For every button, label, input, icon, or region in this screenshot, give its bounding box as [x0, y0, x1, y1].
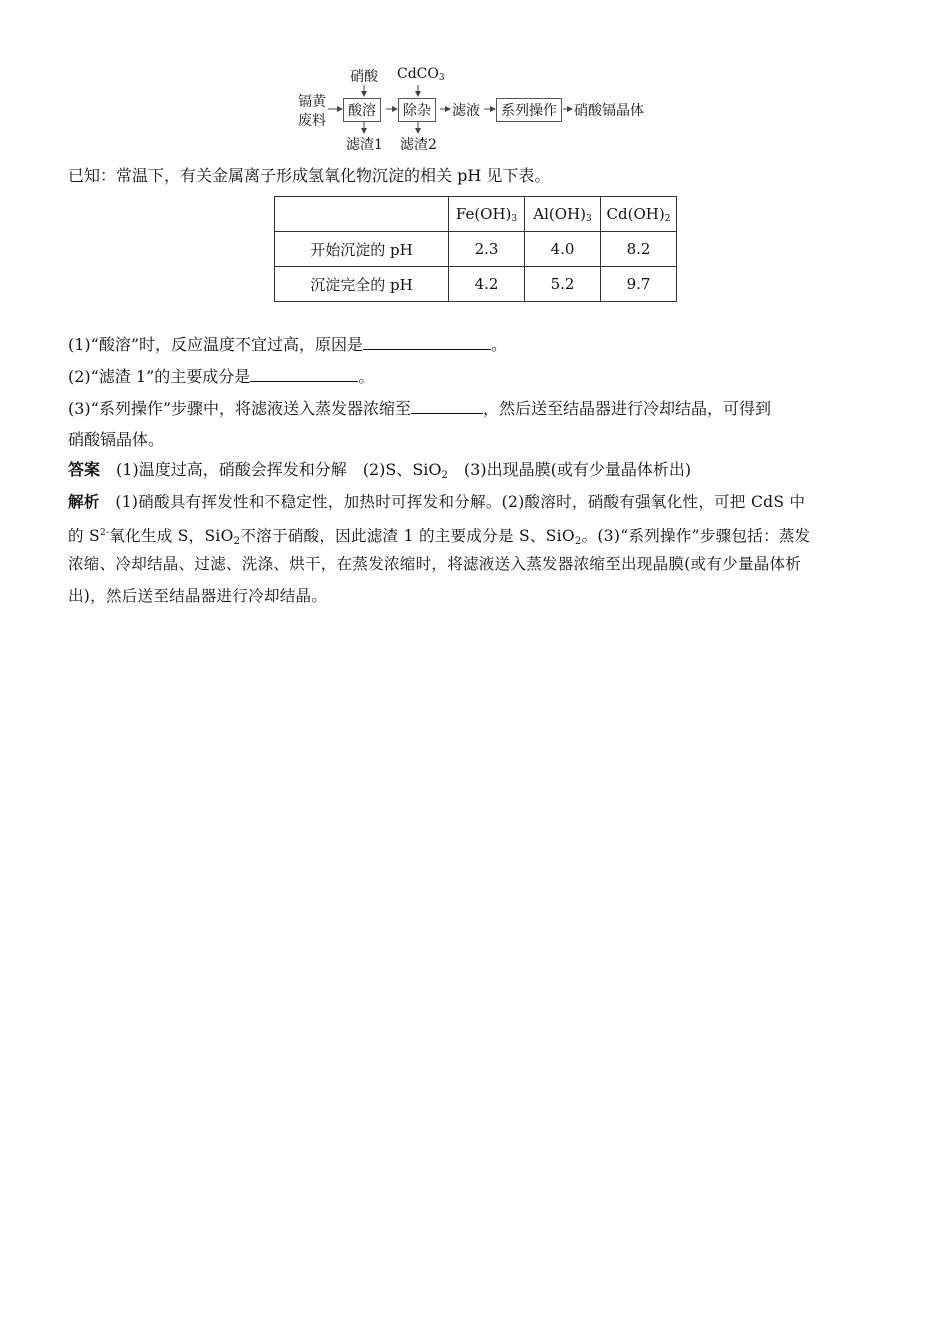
residue1-label: 滤渣1 [346, 137, 383, 153]
table-cell: 4.2 [449, 267, 525, 302]
step-series-operations: 系列操作 [496, 98, 562, 122]
intro-text: 已知：常温下，有关金属离子形成氢氧化物沉淀的相关 pH 见下表。 [68, 166, 551, 185]
step-acid-dissolve: 酸溶 [343, 98, 381, 122]
table-cell: 8.2 [601, 232, 677, 267]
table-header-cell: $Cd(OH)_2$ [601, 197, 677, 232]
table-cell: 5.2 [525, 267, 601, 302]
reagent-nitric-acid: 硝酸 [350, 69, 378, 85]
table-header-row [275, 197, 677, 232]
reagent-cdco3: CdCO$_3$ [397, 66, 445, 83]
question-1: (1)“酸溶”时，反应温度不宜过高，原因是 。 [68, 335, 508, 354]
question-2: (2)“滤渣 1”的主要成分是 。 [68, 367, 375, 386]
analysis-label: 解析 [68, 492, 100, 511]
answer-blank-1 [363, 335, 491, 350]
process-flow-diagram [290, 60, 670, 155]
table-cell: 4.0 [525, 232, 601, 267]
residue2-label: 滤渣2 [400, 137, 437, 153]
table-row [275, 232, 677, 267]
analysis-line-2: 的 $S^{2-}$氧化生成 S，SiO2不溶于硝酸，因此滤渣 1 的主要成分是 S、SiO2。(3)“系列操作”步骤包括：蒸发 [68, 527, 811, 547]
analysis-line-4: 出)，然后送至结晶器进行冷却结晶。 [68, 587, 328, 605]
filtrate-label: 滤液 [452, 103, 480, 119]
raw-material-line1: 镉黄 [298, 94, 326, 110]
answer-line: 答案 (1)温度过高，硝酸会挥发和分解 (2)S、SiO2 (3)出现晶膜(或有少量晶体析出) [68, 460, 692, 481]
answer-blank-2 [250, 367, 358, 382]
table-header-cell: $Al(OH)_3$ [525, 197, 601, 232]
analysis-line-1: 解析 (1)硝酸具有挥发性和不稳定性，加热时可挥发和分解。(2)酸溶时，硝酸有强氧化性，可把 CdS 中 [68, 492, 806, 511]
analysis-line-3: 浓缩、冷却结晶、过滤、洗涤、烘干，在蒸发浓缩时，将滤液送入蒸发器浓缩至出现晶膜(或有少量晶体析 [68, 555, 802, 573]
row-label: 开始沉淀的 pH [275, 232, 449, 267]
table-row [275, 267, 677, 302]
table-cell: 9.7 [601, 267, 677, 302]
question-3-continued: 硝酸镉晶体。 [68, 430, 165, 449]
raw-material-line2: 废料 [298, 113, 326, 129]
ph-table [274, 196, 677, 302]
question-3: (3)“系列操作”步骤中，将滤液送入蒸发器浓缩至 ，然后送至结晶器进行冷却结晶，可得到 [68, 399, 772, 418]
table-cell: 2.3 [449, 232, 525, 267]
table-header-cell: $Fe(OH)_3$ [449, 197, 525, 232]
step-impurity-removal: 除杂 [398, 98, 436, 122]
row-label: 沉淀完全的 pH [275, 267, 449, 302]
table-corner-cell [275, 197, 449, 232]
answer-label: 答案 [68, 460, 101, 479]
answer-blank-3 [411, 399, 483, 414]
product-label: 硝酸镉晶体 [574, 103, 644, 119]
